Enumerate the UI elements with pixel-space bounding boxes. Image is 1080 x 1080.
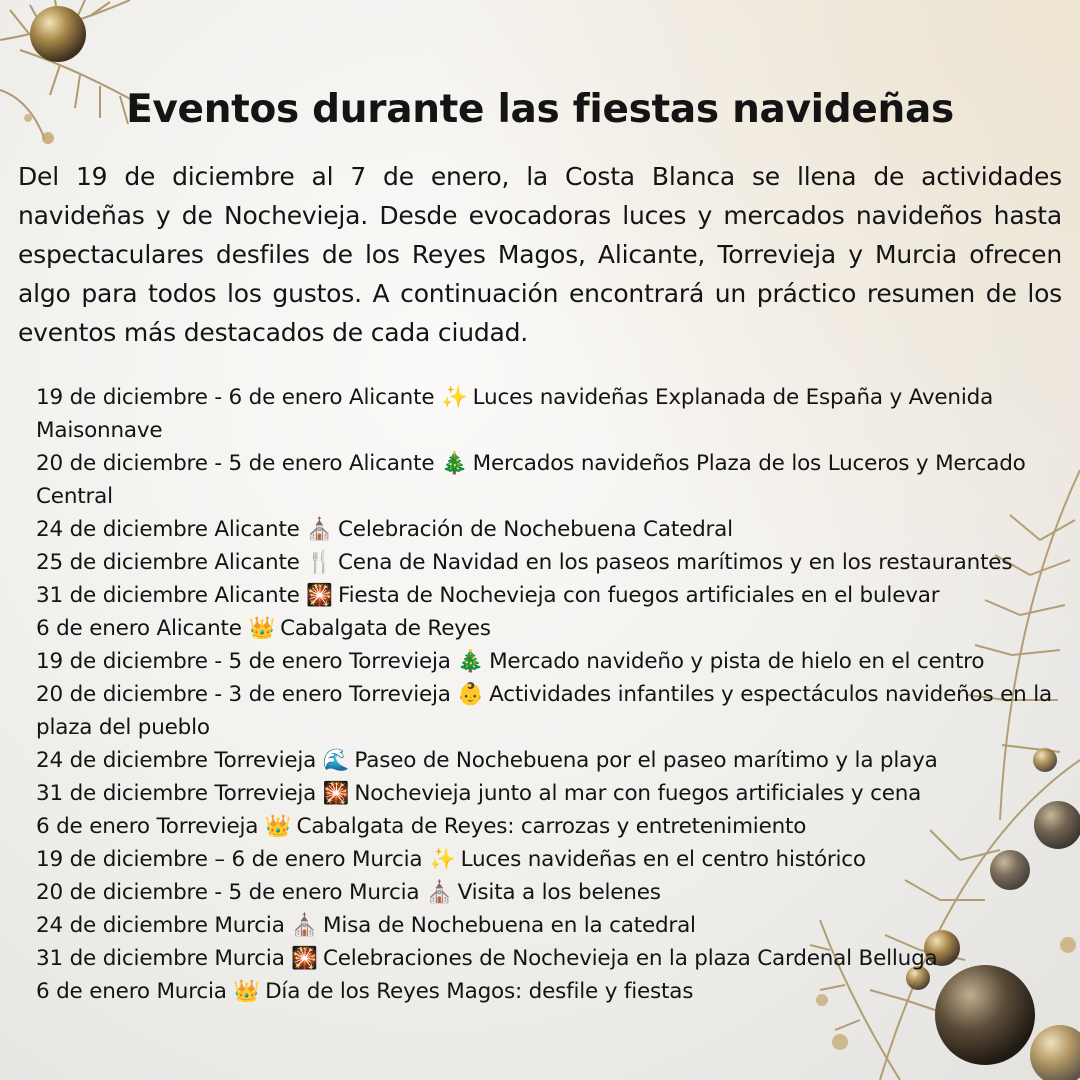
event-description: Visita a los belenes bbox=[457, 880, 661, 905]
page-title: Eventos durante las fiestas navideñas bbox=[126, 87, 954, 132]
event-item bbox=[36, 513, 1076, 546]
event-item bbox=[36, 876, 1076, 909]
event-date-city: 6 de enero Alicante bbox=[36, 616, 242, 641]
event-date-city: 6 de enero Murcia bbox=[36, 979, 227, 1004]
event-emoji-icon: 🎇 bbox=[322, 781, 350, 806]
event-item bbox=[36, 678, 1076, 744]
event-date-city: 31 de diciembre Torrevieja bbox=[36, 781, 317, 806]
event-date-city: 20 de diciembre - 5 de enero Murcia bbox=[36, 880, 420, 905]
event-description: Paseo de Nochebuena por el paseo marítimo y la playa bbox=[354, 748, 938, 773]
event-description: Actividades infantiles y espectáculos navideños en la plaza del pueblo bbox=[36, 682, 1052, 740]
event-date-city: 31 de diciembre Murcia bbox=[36, 946, 285, 971]
event-emoji-icon: 🎄 bbox=[441, 451, 468, 476]
event-description: Celebración de Nochebuena Catedral bbox=[337, 517, 733, 542]
event-item bbox=[36, 447, 1076, 513]
event-date-city: 19 de diciembre - 6 de enero Alicante bbox=[36, 385, 435, 410]
event-emoji-icon: 🌊 bbox=[322, 748, 350, 773]
event-emoji-icon: ⛪ bbox=[291, 913, 318, 938]
event-date-city: 31 de diciembre Alicante bbox=[36, 583, 300, 608]
event-description: Día de los Reyes Magos: desfile y fiestas bbox=[265, 979, 694, 1004]
event-emoji-icon: 🎄 bbox=[457, 649, 484, 674]
event-item bbox=[36, 579, 1076, 612]
event-description: Cabalgata de Reyes: carrozas y entretenimiento bbox=[296, 814, 807, 839]
event-item bbox=[36, 810, 1076, 843]
event-emoji-icon: 👑 bbox=[264, 814, 292, 839]
event-emoji-icon: 👑 bbox=[233, 979, 260, 1004]
event-date-city: 24 de diciembre Alicante bbox=[36, 517, 300, 542]
event-date-city: 19 de diciembre - 5 de enero Torrevieja bbox=[36, 649, 451, 674]
event-date-city: 20 de diciembre - 3 de enero Torrevieja bbox=[36, 682, 451, 707]
event-emoji-icon: 👶 bbox=[457, 682, 484, 707]
event-emoji-icon: ⛪ bbox=[306, 517, 333, 542]
event-emoji-icon: ✨ bbox=[428, 847, 456, 872]
event-item bbox=[36, 612, 1076, 645]
event-description: Celebraciones de Nochevieja en la plaza Cardenal Belluga bbox=[322, 946, 938, 971]
event-emoji-icon: 🎇 bbox=[306, 583, 333, 608]
event-date-city: 19 de diciembre – 6 de enero Murcia bbox=[36, 847, 423, 872]
event-emoji-icon: 🎇 bbox=[291, 946, 318, 971]
event-description: Mercado navideño y pista de hielo en el centro bbox=[489, 649, 985, 674]
event-description: Luces navideñas Explanada de España y Avenida Maisonnave bbox=[36, 385, 994, 443]
event-item bbox=[36, 744, 1076, 777]
event-emoji-icon: 👑 bbox=[248, 616, 276, 641]
event-description: Misa de Nochebuena en la catedral bbox=[322, 913, 696, 938]
event-emoji-icon: ⛪ bbox=[425, 880, 453, 905]
event-item bbox=[36, 645, 1076, 678]
event-description: Nochevieja junto al mar con fuegos artificiales y cena bbox=[354, 781, 922, 806]
event-item bbox=[36, 975, 1076, 1008]
event-description: Fiesta de Nochevieja con fuegos artificiales en el bulevar bbox=[337, 583, 940, 608]
event-item bbox=[36, 843, 1076, 876]
intro-paragraph: Del 19 de diciembre al 7 de enero, la Costa Blanca se llena de actividades navideñas y de Nochevieja. Desde evocadoras luces y mercados navideños hasta espectaculares desfiles de los Reyes Magos, Alicante, Torrevieja y Murcia ofrecen algo para todos los gustos. A continuación encontrará un práctico resumen de los eventos más destacados de cada ciudad. bbox=[18, 162, 1062, 347]
event-description: Cena de Navidad en los paseos marítimos y en los restaurantes bbox=[337, 550, 1013, 575]
event-description: Luces navideñas en el centro histórico bbox=[460, 847, 866, 872]
event-date-city: 24 de diciembre Torrevieja bbox=[36, 748, 317, 773]
event-emoji-icon: 🍴 bbox=[306, 550, 333, 575]
event-item bbox=[36, 777, 1076, 810]
event-date-city: 24 de diciembre Murcia bbox=[36, 913, 285, 938]
event-item bbox=[36, 381, 1076, 447]
event-description: Cabalgata de Reyes bbox=[280, 616, 491, 641]
event-date-city: 20 de diciembre - 5 de enero Alicante bbox=[36, 451, 435, 476]
event-date-city: 6 de enero Torrevieja bbox=[36, 814, 259, 839]
event-item bbox=[36, 942, 1076, 975]
event-description: Mercados navideños Plaza de los Luceros y Mercado Central bbox=[36, 451, 1026, 509]
event-emoji-icon: ✨ bbox=[441, 385, 468, 410]
event-date-city: 25 de diciembre Alicante bbox=[36, 550, 300, 575]
event-item bbox=[36, 546, 1076, 579]
events-list bbox=[36, 381, 1076, 1008]
event-item bbox=[36, 909, 1076, 942]
